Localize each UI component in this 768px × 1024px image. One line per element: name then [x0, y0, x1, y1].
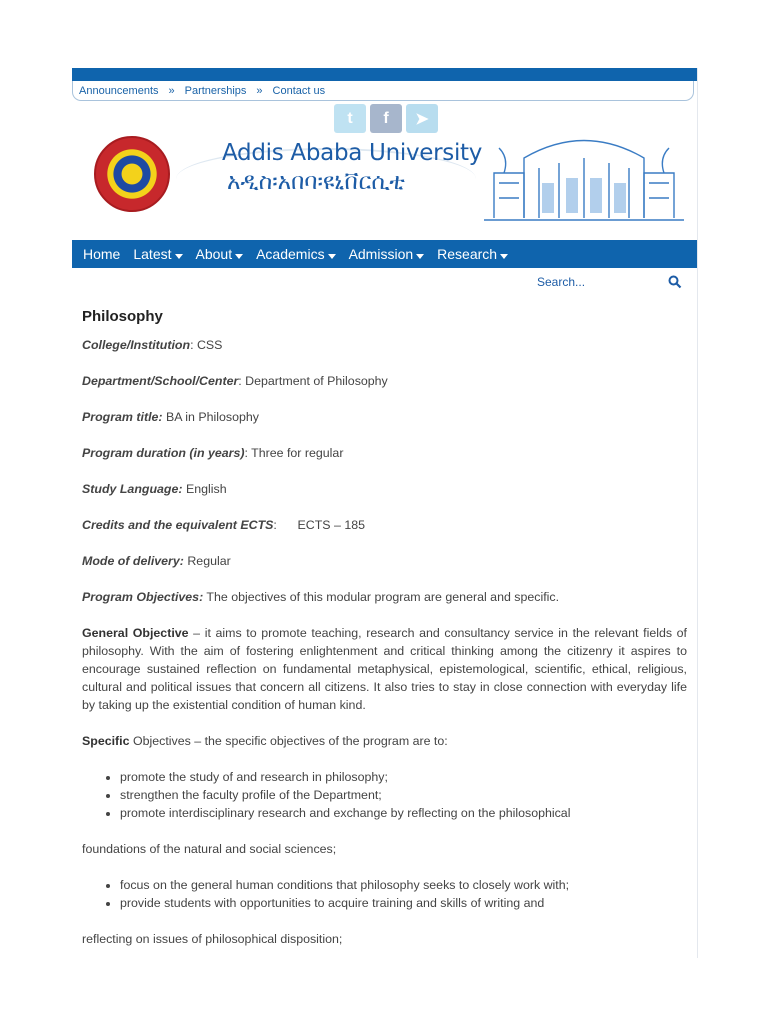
field-value: English [182, 482, 227, 496]
nav-home-label: Home [83, 246, 121, 262]
facebook-icon[interactable]: f [370, 104, 402, 133]
chevron-down-icon [416, 254, 424, 259]
nav-academics[interactable] [256, 246, 335, 262]
field-label: Credits and the equivalent ECTS [82, 518, 274, 532]
field-label: Mode of delivery: [82, 554, 184, 568]
field-program-objectives [82, 588, 687, 606]
field-mode-of-delivery [82, 552, 687, 570]
nav-academics-label: Academics [256, 246, 325, 262]
field-label: College/Institution [82, 338, 191, 352]
university-seal-logo[interactable] [94, 136, 170, 212]
nav-admission[interactable] [349, 246, 425, 262]
search-input[interactable]: Search... [537, 275, 586, 289]
breadcrumb-partnerships[interactable]: Partnerships [184, 84, 247, 97]
field-label: Program Objectives: [82, 590, 204, 604]
nav-about-label: About [195, 246, 233, 262]
continuation-text: reflecting on issues of philosophical disposition; [82, 932, 343, 946]
list-item: • provide students with opportunities to acquire training and skills of writing and [120, 894, 687, 912]
general-objective [82, 624, 687, 714]
search-box[interactable] [537, 273, 682, 291]
list-item: • promote the study of and research in philosophy; [120, 768, 687, 786]
field-credits [82, 516, 687, 534]
nav-latest-label: Latest [133, 246, 172, 262]
university-title-amharic: አዲስ፡አበባ፡ዩኒቨርሲቲ [227, 169, 405, 195]
breadcrumb-separator: » [168, 84, 175, 97]
breadcrumb-separator: » [256, 84, 263, 97]
chevron-down-icon [235, 254, 243, 259]
nav-admission-label: Admission [348, 246, 414, 262]
page-container [72, 68, 698, 958]
field-value: Regular [183, 554, 231, 568]
general-objective-label: General Objective [82, 626, 189, 640]
field-label: Program title: [82, 410, 163, 424]
top-strip [72, 68, 697, 81]
field-department [82, 372, 687, 390]
main-content [82, 308, 687, 966]
field-value: : CSS [190, 338, 223, 352]
search-icon[interactable] [668, 275, 682, 289]
field-label: Study Language: [82, 482, 183, 496]
specific-objectives [82, 732, 687, 750]
objectives-list [82, 768, 687, 822]
field-program-title [82, 408, 687, 426]
field-college [82, 336, 687, 354]
objectives-list [82, 876, 687, 912]
breadcrumb [72, 81, 694, 101]
list-item: • focus on the general human conditions that philosophy seeks to closely work with; [120, 876, 687, 894]
chevron-down-icon [328, 254, 336, 259]
field-value: The objectives of this modular program are general and specific. [203, 590, 560, 604]
continuation-text: foundations of the natural and social sciences; [82, 842, 337, 856]
general-objective-text: – it aims to promote teaching, research and consultancy service in the relevant fields of philosophy. With the aim of fostering enlightenment and critical thinking among the citizenry it aspires to encourage sustained reflection on fundamental metaphysical, epistemological, scientific, ethical, religious, cultural and political issues that concern all citizens. It also tries to stay in close connection with everyday life by taking up the existential condition of human kind. [82, 626, 688, 712]
field-program-duration [82, 444, 687, 462]
chevron-down-icon [500, 254, 508, 259]
nav-home[interactable] [83, 246, 120, 262]
twitter-icon[interactable]: t [334, 104, 366, 133]
nav-research[interactable] [437, 246, 508, 262]
nav-research-label: Research [437, 246, 498, 262]
list-item: • strengthen the faculty profile of the Department; [120, 786, 687, 804]
field-value: BA in Philosophy [162, 410, 259, 424]
list-item: • promote interdisciplinary research and exchange by reflecting on the philosophical [120, 804, 687, 822]
page-title: Philosophy [82, 308, 163, 325]
nav-about[interactable] [196, 246, 244, 262]
header-banner [72, 128, 697, 240]
telegram-icon[interactable]: ➤ [406, 104, 438, 133]
breadcrumb-announcements[interactable]: Announcements [79, 84, 159, 97]
field-label: Program duration (in years) [82, 446, 245, 460]
field-value: : Three for regular [244, 446, 344, 460]
main-navigation [72, 240, 697, 268]
specific-objectives-label: Specific [82, 734, 130, 748]
university-building-illustration [484, 128, 684, 223]
field-study-language [82, 480, 687, 498]
chevron-down-icon [175, 254, 183, 259]
nav-latest[interactable] [133, 246, 182, 262]
university-title: Addis Ababa University [222, 140, 483, 166]
field-value: : ECTS – 185 [273, 518, 365, 532]
field-label: Department/School/Center [82, 374, 239, 388]
breadcrumb-contact-us[interactable]: Contact us [272, 84, 326, 97]
specific-objectives-text: Objectives – the specific objectives of the program are to: [129, 734, 448, 748]
field-value: : Department of Philosophy [238, 374, 388, 388]
